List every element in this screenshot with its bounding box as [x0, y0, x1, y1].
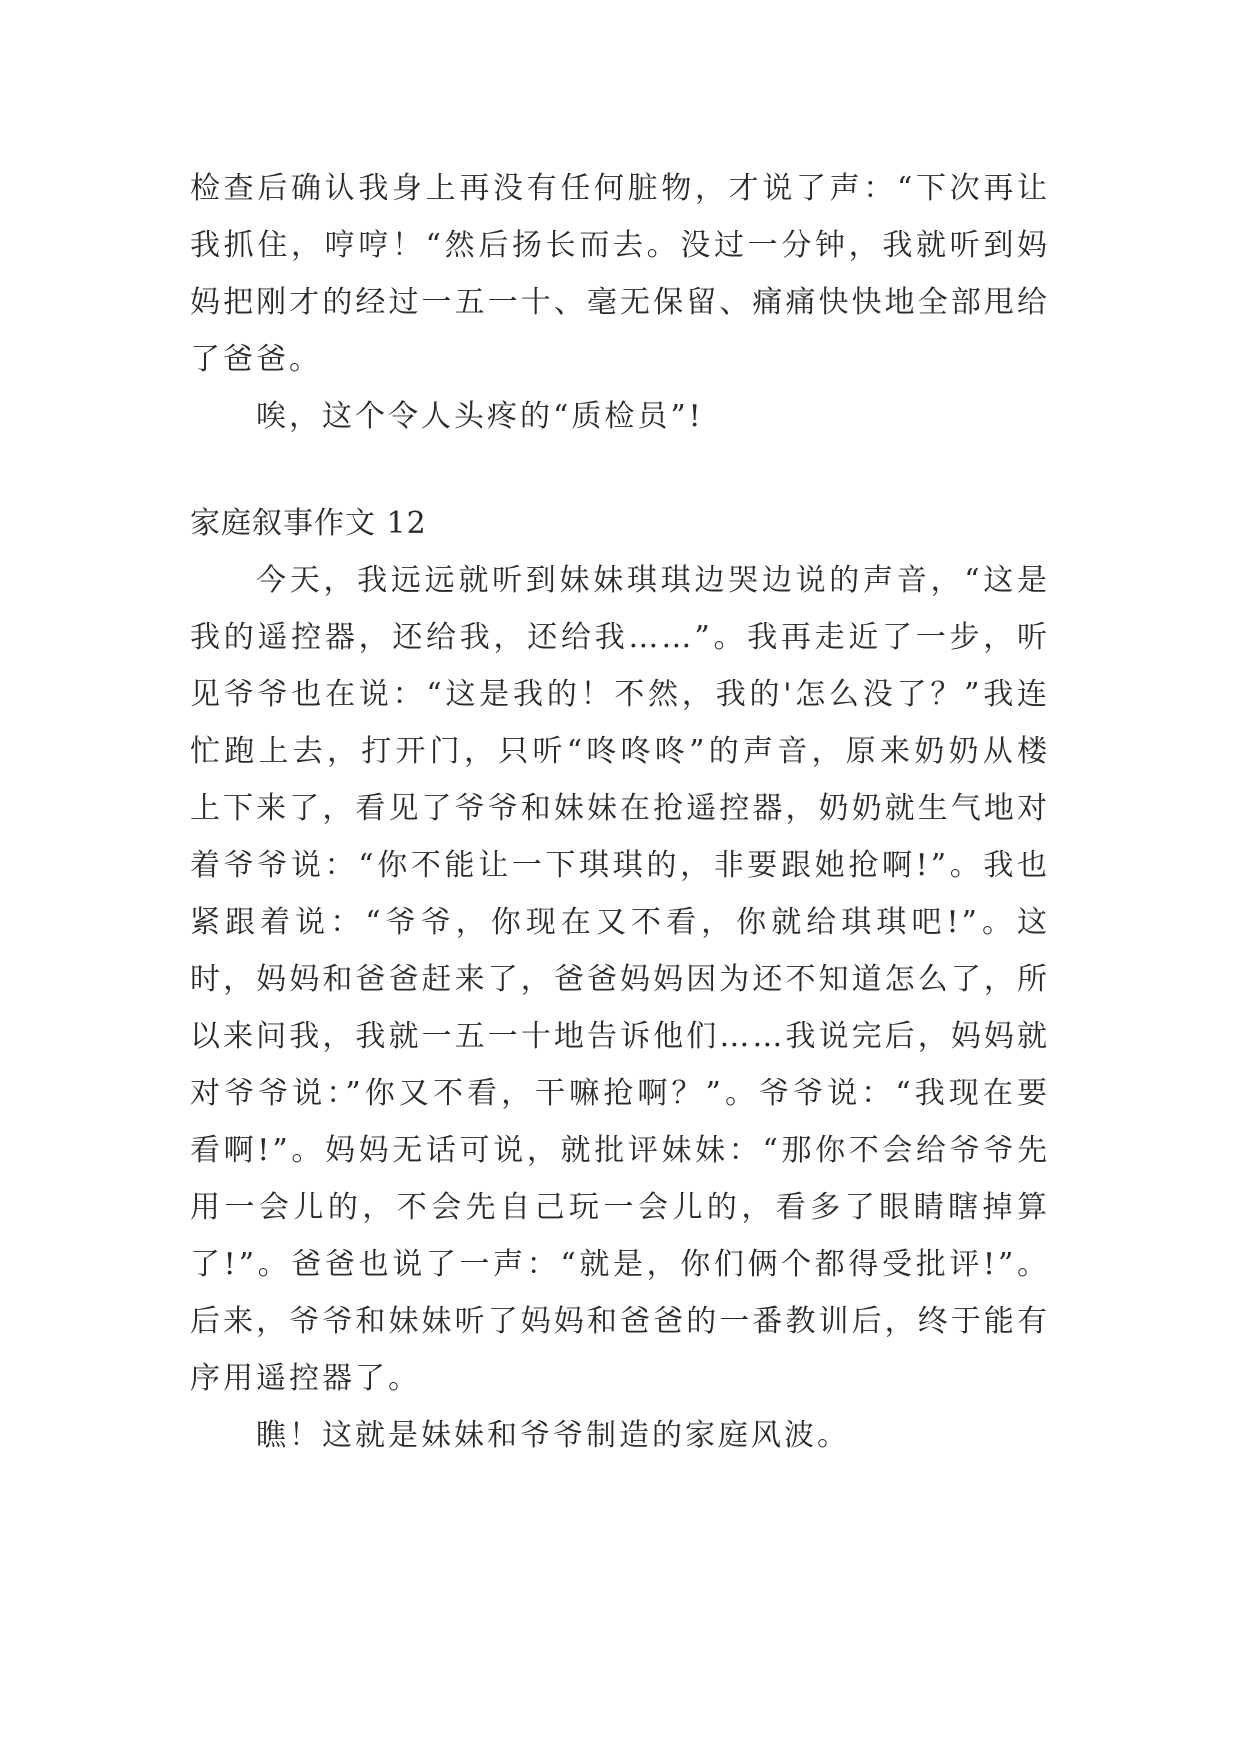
document-content	[190, 160, 1050, 1464]
closing-line: 瞧！这就是妹妹和爷爷制造的家庭风波。	[256, 1418, 850, 1453]
closing-line: 唉，这个令人头疼的“质检员”!	[256, 399, 704, 434]
continued-paragraph: 检查后确认我身上再没有任何脏物，才说了声：“下次再让我抓住，哼哼！“然后扬长而去。没过一分钟，我就听到妈妈把刚才的经过一五一十、毫无保留、痛痛快快地全部甩给了爸爸。	[190, 171, 1050, 377]
body-paragraph: 今天，我远远就听到妹妹琪琪边哭边说的声音，“这是我的遥控器，还给我，还给我……”。我再走近了一步，听见爷爷也在说：“这是我的！不然，我的'怎么没了？”我连忙跑上去，打开门，只听“咚咚咚”的声音，原来奶奶从楼上下来了，看见了爷爷和妹妹在抢遥控器，奶奶就生气地对着爷爷说：“你不能让一下琪琪的，非要跟她抢啊!”。我也紧跟着说：“爷爷，你现在又不看，你就给琪琪吧!”。这时，妈妈和爸爸赶来了，爸爸妈妈因为还不知道怎么了，所以来问我，我就一五一十地告诉他们……我说完后，妈妈就对爷爷说：”你又不看，干嘛抢啊？”。爷爷说：“我现在要看啊!”。妈妈无话可说，就批评妹妹：“那你不会给爷爷先用一会儿的，不会先自己玩一会儿的，看多了眼睛瞎掉算了!”。爸爸也说了一声：“就是，你们俩个都得受批评!”。后来，爷爷和妹妹听了妈妈和爸爸的一番教训后，终于能有序用遥控器了。	[190, 563, 1050, 1396]
section-title: 家庭叙事作文 12	[190, 506, 427, 541]
